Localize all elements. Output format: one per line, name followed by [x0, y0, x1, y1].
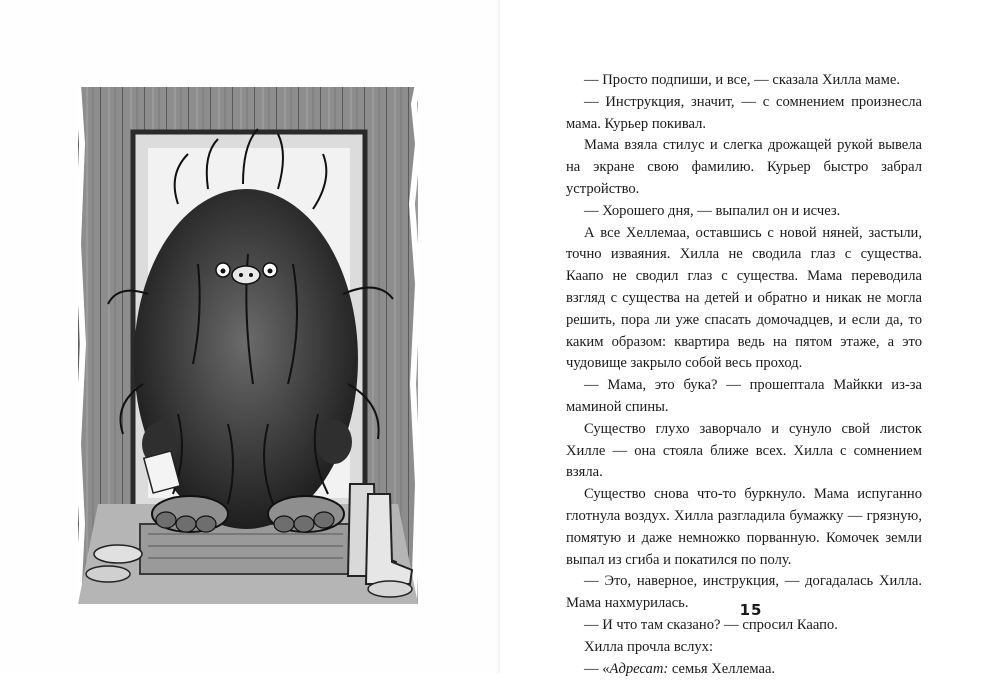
paragraph: Существо снова что-то буркнуло. Мама испуганно глотнула воздух. Хилла разгладила бумажку — грязную, помятую и даже немножко порванную. Комочек земли выпал из сгиба и покатился по полу.	[566, 486, 922, 568]
paragraph: — Мама, это бука? — прошептала Майкки из-за маминой спины.	[566, 377, 922, 415]
paragraph: — Это, наверное, инструкция, — догадалась Хилла. Мама нахмурилась.	[566, 573, 922, 612]
paragraph: Мама взяла стилус и слегка дрожащей рукой вывела на экране свою фамилию. Курьер быстро забрал устройство.	[566, 137, 922, 197]
paragraph: Существо глухо заворчало и сунуло свой листок Хилле — она стояла ближе всех. Хилла с сомнением взяла.	[566, 420, 922, 481]
paragraph: — Инструкция, значит, — с сомнением произнесла мама. Курьер покивал.	[566, 93, 922, 132]
quote-prefix: — «	[584, 660, 610, 677]
paragraph: — Просто подпиши, и все, — сказала Хилла маме.	[584, 72, 900, 88]
paragraph: — И что там сказано? — спросил Каапо.	[584, 616, 838, 633]
illustration-hairy-creature-in-doorway	[78, 84, 418, 604]
page-number: 15	[739, 601, 763, 619]
left-page	[0, 0, 500, 673]
slipper-2	[86, 566, 130, 582]
paragraph-last	[566, 659, 922, 680]
paragraph: А все Хеллемаа, оставшись с новой няней, застыли, точно изваяния. Хилла не сводила глаз с существа. Каапо не сводил глаз с существа. Мама переводила взгляд с существа на детей и обратно и никак не могла решить, пора ли уже спасать домочадцев, и если да, то каким образом: квартира ведь на пятом этаже, а это чудовище закрыло собой весь проход.	[566, 224, 922, 372]
addressee-label: Адресат:	[609, 660, 669, 677]
slipper-3	[368, 581, 412, 597]
slipper-1	[94, 545, 142, 563]
creature-right-hand	[316, 420, 352, 464]
paragraph: — Хорошего дня, — выпалил он и исчез.	[584, 202, 841, 219]
paragraph: Хилла прочла вслух:	[584, 638, 714, 655]
addressee-value: семья Хеллемаа.	[668, 660, 776, 677]
body-text	[566, 70, 922, 680]
creature-illustration	[78, 84, 418, 604]
creature-snout	[232, 266, 260, 284]
